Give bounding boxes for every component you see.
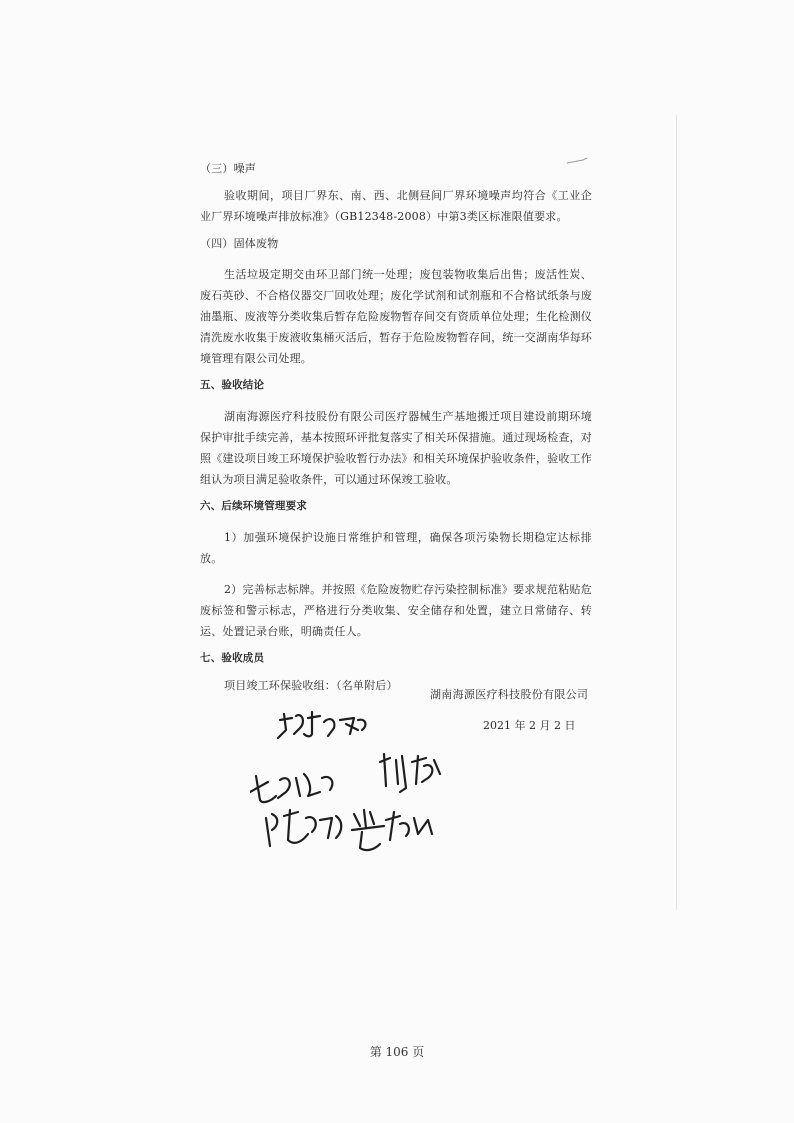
followup-item-1: 1）加强环境保护设施日常维护和管理，确保各项污染物长期稳定达标排放。 [200,531,592,565]
followup-heading: 六、后续环境管理要求 [200,500,307,512]
conclusion-paragraph: 湖南海源医疗科技股份有限公司医疗器械生产基地搬迁项目建设前期环境保护审批手续完善，基本按照环评批复落实了相关环保措施。通过现场检查，对照《建设项目竣工环境保护验收暂行办法》和相关环境保护验收条件，验收工作组认为项目满足验收条件，可以通过环保竣工验收。 [200,410,592,486]
signature-2 [380,754,440,792]
members-heading: 七、验收成员 [200,652,265,664]
signing-date: 2021 年 2 月 2 日 [483,719,576,732]
noise-heading: （三）噪声 [200,162,256,175]
page-number: 第 106 页 [369,1045,425,1059]
followup-item-2: 2）完善标志标牌。并按照《危险废物贮存污染控制标准》要求规范粘贴危废标签和警示标志，严格进行分类收集、安全储存和处置，建立日常储存、转运、处置记录台账，明确责任人。 [200,583,592,638]
conclusion-heading: 五、验收结论 [200,379,265,391]
signature-5 [352,810,432,850]
document-body [200,158,592,696]
signature-4 [266,810,341,846]
waste-paragraph: 生活垃圾定期交由环卫部门统一处理；废包装物收集后出售；废活性炭、废石英砂、不合格仪器交厂回收处理；废化学试剂和试剂瓶和不合格试纸条与废油墨瓶、废液等分类收集后暂存危险废物暂存间交有资质单位处理；生化检测仪清洗废水收集于废液收集桶灭活后，暂存于危险废物暂存间，统一交湖南华每环境管理有限公司处理。 [200,268,592,365]
scan-edge-line [676,115,677,910]
noise-paragraph: 验收期间，项目厂界东、南、西、北侧昼间厂界环境噪声均符合《工业企业厂界环境噪声排放标准》（GB12348-2008）中第3类区标准限值要求。 [200,189,592,223]
signature-3 [250,774,332,802]
members-line: 项目竣工环保验收组：（名单附后） [224,679,398,692]
signature-1 [278,712,365,738]
handwritten-signatures [250,700,470,860]
waste-heading: （四）固体废物 [200,237,279,250]
company-name: 湖南海源医疗科技股份有限公司 [430,688,589,701]
